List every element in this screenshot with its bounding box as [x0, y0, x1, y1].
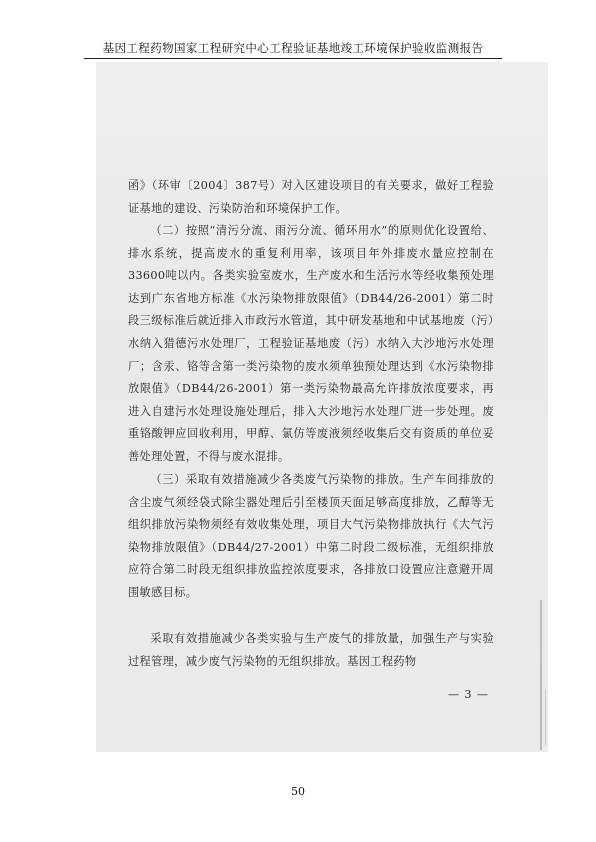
scanned-page-number: — 3 —	[448, 688, 489, 701]
scan-edge-shadow-secondary	[545, 690, 546, 745]
body-paragraph-2: （二）按照“清污分流、雨污分流、循环用水”的原则优化设置给、排水系统，提高废水的重复利用率，该项目年外排废水量应控制在33600吨以内。各类实验室废水，生产废水和生活污水等经收集预处理达到广东省地方标准《水污染物排放限值》（DB44/26-2001）第二时段三级标准后就近排入市政污水管道，其中研发基地和中试基地废（污）水纳入猎德污水处理厂，工程验证基地废（污）水纳入大沙地污水处理厂；含汞、铬等含第一类污染物的废水须单独预处理达到《水污染物排放限值》（DB44/26-2001）第一类污染物最高允许排放浓度要求，再进入自建污水处理设施处理后，排入大沙地污水处理厂进一步处理。废重铬酸钾应回收利用，甲醇、氯仿等废液须经收集后交有资质的单位妥善处理处置，不得与废水混排。	[128, 224, 494, 463]
report-page-number: 50	[291, 785, 305, 798]
body-paragraph-4: 采取有效措施减少各类实验与生产废气的排放量，加强生产与实验过程管理，减少废气污染物的无组织排放。基因工程药物	[128, 632, 494, 668]
header-divider	[84, 58, 502, 59]
report-header-title: 基因工程药物国家工程研究中心工程验证基地竣工环境保护验收监测报告	[102, 41, 484, 55]
body-paragraph-1: 函》（环审〔2004〕387号）对入区建设项目的有关要求，做好工程验证基地的建设、污染防治和环境保护工作。	[128, 179, 494, 215]
body-paragraph-3: （三）采取有效措施减少各类废气污染物的排放。生产车间排放的含尘废气须经袋式除尘器处理后引至楼顶天面足够高度排放，乙醇等无组织排放污染物须经有效收集处理，项目大气污染物排放执行《大气污染物排放限值》（DB44/27-2001）中第二时段二级标准，无组织排放应符合第二时段无组织排放监控浓度要求，各排放口设置应注意避开周围敏感目标。	[128, 473, 494, 599]
scan-edge-shadow	[540, 600, 542, 750]
